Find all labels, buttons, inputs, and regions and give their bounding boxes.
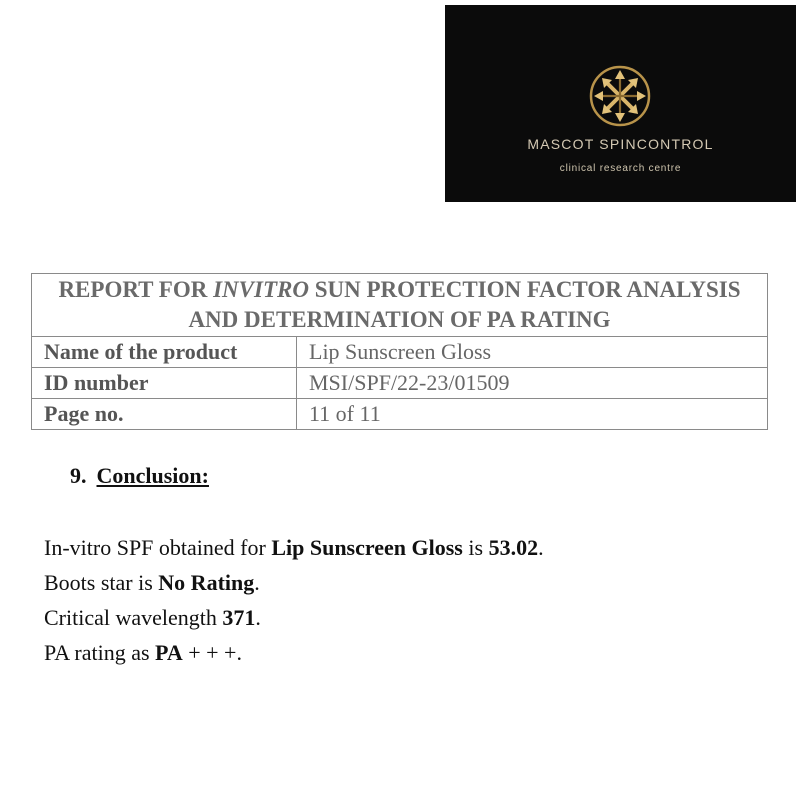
conclusion-line-critical-wavelength xyxy=(44,600,544,635)
wavelength-value: 371 xyxy=(222,605,256,630)
boots-star-suffix: . xyxy=(254,570,260,595)
row-label-page-no: Page no. xyxy=(32,399,297,430)
report-title-part1: REPORT FOR xyxy=(58,277,214,302)
section-heading xyxy=(70,463,209,489)
table-row xyxy=(32,368,768,399)
row-value-id-number: MSI/SPF/22-23/01509 xyxy=(297,368,768,399)
boots-star-prefix: Boots star is xyxy=(44,570,159,595)
row-value-page-no: 11 of 11 xyxy=(297,399,768,430)
boots-star-value: No Rating xyxy=(158,570,255,595)
report-title-row xyxy=(32,274,768,337)
logo-company-name: MASCOT SPINCONTROL xyxy=(527,136,714,152)
report-title-italic: INVITRO xyxy=(213,277,309,302)
spf-suffix: . xyxy=(538,535,544,560)
section-title: Conclusion: xyxy=(96,463,209,488)
report-header-table xyxy=(31,273,768,430)
compass-arrows-icon xyxy=(588,64,652,128)
conclusion-text xyxy=(44,530,544,670)
wavelength-prefix: Critical wavelength xyxy=(44,605,223,630)
pa-rating-value: PA xyxy=(155,640,183,665)
spf-prefix: In-vitro SPF obtained for xyxy=(44,535,272,560)
wavelength-suffix: . xyxy=(255,605,261,630)
report-title-part2: SUN PROTECTION FACTOR ANALYSIS AND DETERMINATION OF PA RATING xyxy=(188,277,741,332)
spf-mid: is xyxy=(462,535,489,560)
pa-rating-suffix: + + +. xyxy=(182,640,242,665)
row-value-product-name: Lip Sunscreen Gloss xyxy=(297,337,768,368)
spf-value: 53.02 xyxy=(488,535,539,560)
company-logo xyxy=(445,5,796,202)
spf-product-name: Lip Sunscreen Gloss xyxy=(271,535,463,560)
report-title xyxy=(32,274,768,337)
table-row xyxy=(32,337,768,368)
row-label-id-number: ID number xyxy=(32,368,297,399)
conclusion-line-boots-star xyxy=(44,565,544,600)
logo-subtitle: clinical research centre xyxy=(559,163,682,174)
conclusion-line-spf xyxy=(44,530,544,565)
section-number: 9. xyxy=(70,463,87,488)
pa-rating-prefix: PA rating as xyxy=(44,640,156,665)
table-row xyxy=(32,399,768,430)
conclusion-line-pa-rating xyxy=(44,635,544,670)
row-label-product-name: Name of the product xyxy=(32,337,297,368)
